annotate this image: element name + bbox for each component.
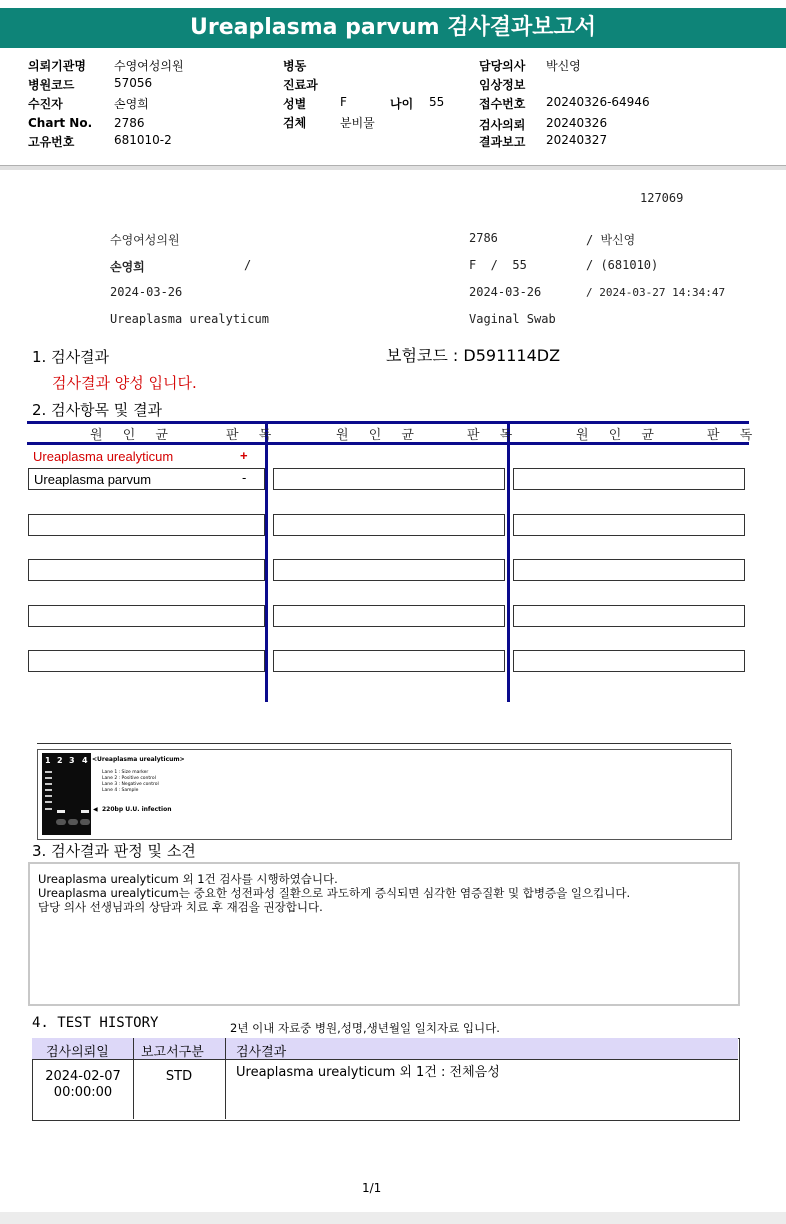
result-cell — [513, 559, 745, 581]
info-birth: / (681010) — [586, 258, 659, 272]
section2-title: 2. 검사항목 및 결과 — [32, 401, 163, 419]
result-cell — [28, 514, 265, 536]
result-cell — [513, 605, 745, 627]
history-header-row — [32, 1038, 738, 1060]
info-chart: 2786 — [469, 231, 498, 245]
label-report-date: 결과보고 — [479, 135, 526, 149]
result-cell — [28, 559, 265, 581]
col-header-organism-2: 원 인 균 — [336, 428, 422, 443]
bottom-bar — [0, 1212, 786, 1224]
history-header-result: 검사결과 — [236, 1045, 287, 1060]
section4-title: 4. TEST HISTORY — [32, 1015, 159, 1031]
section1-title: 1. 검사결과 — [32, 348, 110, 366]
result-cell — [273, 650, 505, 672]
value-chart-no: 2786 — [114, 116, 145, 130]
result-cell — [273, 559, 505, 581]
result-cell — [513, 514, 745, 536]
gel-legend-item: Lane 3 : Negative control — [102, 782, 159, 787]
ladder-band — [45, 795, 52, 797]
lane-number: 3 — [69, 756, 75, 765]
gel-band-arrow: ◀ — [93, 806, 98, 813]
page-number: 1/1 — [362, 1181, 382, 1195]
label-receipt-no: 접수번호 — [479, 97, 526, 111]
value-specimen: 분비물 — [340, 116, 375, 130]
gel-legend-item: Lane 1 : Size marker — [102, 770, 149, 775]
positive-control-band — [57, 810, 65, 813]
info-test-name: Ureaplasma urealyticum — [110, 312, 269, 326]
image-top-rule — [37, 743, 731, 744]
value-hospital-code: 57056 — [114, 76, 153, 90]
primer-dimer — [68, 819, 78, 825]
sample-band — [81, 810, 89, 813]
result-row-name: Ureaplasma parvum — [34, 472, 152, 487]
info-slash: / — [244, 258, 252, 272]
ladder-band — [45, 783, 52, 785]
gel-electrophoresis-image — [42, 753, 91, 835]
result-cell — [273, 468, 505, 490]
info-date-receipt: 2024-03-26 — [469, 285, 542, 299]
opinion-box — [28, 862, 740, 1006]
lane-number: 1 — [45, 756, 51, 765]
table-divider-1 — [265, 421, 268, 702]
value-age: 55 — [429, 95, 445, 109]
history-note: 2년 이내 자료중 병원,성명,생년월일 일치자료 입니다. — [230, 1021, 500, 1035]
label-sex: 성별 — [283, 97, 307, 111]
label-unique-no: 고유번호 — [28, 135, 75, 149]
result-row-value: + — [240, 448, 248, 463]
col-header-judgment-3: 판 독 — [707, 428, 761, 443]
lane-number: 4 — [82, 756, 88, 765]
value-sex: F — [340, 95, 347, 109]
info-report-time: / 2024-03-27 14:34:47 — [586, 286, 726, 299]
label-specimen: 검체 — [283, 116, 307, 130]
gel-title: <Ureaplasma urealyticum> — [92, 756, 185, 763]
info-institution: 수영여성의원 — [110, 233, 180, 247]
value-receipt-no: 20240326-64946 — [546, 95, 650, 109]
result-row-value: - — [242, 470, 247, 485]
positive-result-text: 검사결과 양성 입니다. — [52, 374, 197, 392]
label-chart-no: Chart No. — [28, 116, 93, 130]
top-margin — [0, 0, 786, 6]
value-unique-no: 681010-2 — [114, 133, 172, 147]
info-patient: 손영희 — [110, 260, 145, 274]
ladder-band — [45, 808, 52, 810]
label-ward: 병동 — [283, 59, 307, 73]
value-patient: 손영희 — [114, 97, 149, 111]
col-header-judgment-2: 판 독 — [467, 428, 521, 443]
history-header-date: 검사의뢰일 — [46, 1045, 109, 1060]
label-hospital-code: 병원코드 — [28, 78, 75, 92]
value-institution: 수영여성의원 — [114, 59, 184, 73]
label-dept: 진료과 — [283, 78, 318, 92]
result-cell — [273, 514, 505, 536]
gel-band-label: 220bp U.U. infection — [102, 806, 172, 813]
info-date-request: 2024-03-26 — [110, 285, 183, 299]
result-cell — [28, 650, 265, 672]
label-clinical-info: 임상정보 — [479, 78, 526, 92]
history-date: 2024-02-07 — [45, 1069, 121, 1084]
opinion-line: Ureaplasma urealyticum는 중요한 성전파성 질환으로 과도하게 증식되면 심각한 염증질환 및 합병증을 일으킵니다. — [38, 886, 631, 900]
ladder-band — [45, 771, 52, 773]
value-request-date: 20240326 — [546, 116, 608, 130]
report-title: Ureaplasma parvum 검사결과보고서 — [0, 8, 786, 48]
serial-number: 127069 — [640, 191, 684, 205]
table-divider-2 — [507, 421, 510, 702]
gel-legend — [102, 770, 159, 794]
info-doctor: / 박신영 — [586, 233, 636, 247]
result-cell — [28, 605, 265, 627]
result-cell — [513, 468, 745, 490]
gel-legend-item: Lane 4 : Sample — [102, 788, 139, 793]
value-doctor: 박신영 — [546, 59, 581, 73]
history-col-divider — [225, 1038, 226, 1119]
primer-dimer — [80, 819, 90, 825]
label-request-date: 검사의뢰 — [479, 118, 526, 132]
value-report-date: 20240327 — [546, 133, 608, 147]
lane-number: 2 — [57, 756, 63, 765]
insurance-code: 보험코드 : D591114DZ — [386, 346, 561, 365]
col-header-judgment-1: 판 독 — [226, 428, 280, 443]
opinion-line: Ureaplasma urealyticum 외 1건 검사를 시행하였습니다. — [38, 872, 338, 886]
label-doctor: 담당의사 — [479, 59, 526, 73]
history-type: STD — [165, 1069, 193, 1084]
label-age: 나이 — [390, 97, 414, 111]
ladder-band — [45, 789, 52, 791]
result-cell — [513, 650, 745, 672]
primer-dimer — [56, 819, 66, 825]
result-row-name: Ureaplasma urealyticum — [33, 449, 174, 464]
section3-title: 3. 검사결과 판정 및 소견 — [32, 842, 196, 860]
info-specimen: Vaginal Swab — [469, 312, 556, 326]
ladder-band — [45, 777, 52, 779]
gel-legend-item: Lane 2 : Positive control — [102, 776, 156, 781]
opinion-line: 담당 의사 선생님과의 상담과 치료 후 재검을 권장합니다. — [38, 900, 323, 914]
label-patient: 수진자 — [28, 97, 63, 111]
history-header-type: 보고서구분 — [141, 1045, 204, 1060]
history-result: Ureaplasma urealyticum 외 1건 : 전체음성 — [236, 1065, 500, 1080]
col-header-organism-1: 원 인 균 — [90, 428, 176, 443]
label-institution: 의뢰기관명 — [28, 59, 86, 73]
header-divider — [0, 166, 786, 170]
ladder-band — [45, 801, 52, 803]
info-sex-age: F / 55 — [469, 258, 527, 272]
col-header-organism-3: 원 인 균 — [576, 428, 662, 443]
result-cell — [273, 605, 505, 627]
history-time: 00:00:00 — [53, 1085, 113, 1100]
